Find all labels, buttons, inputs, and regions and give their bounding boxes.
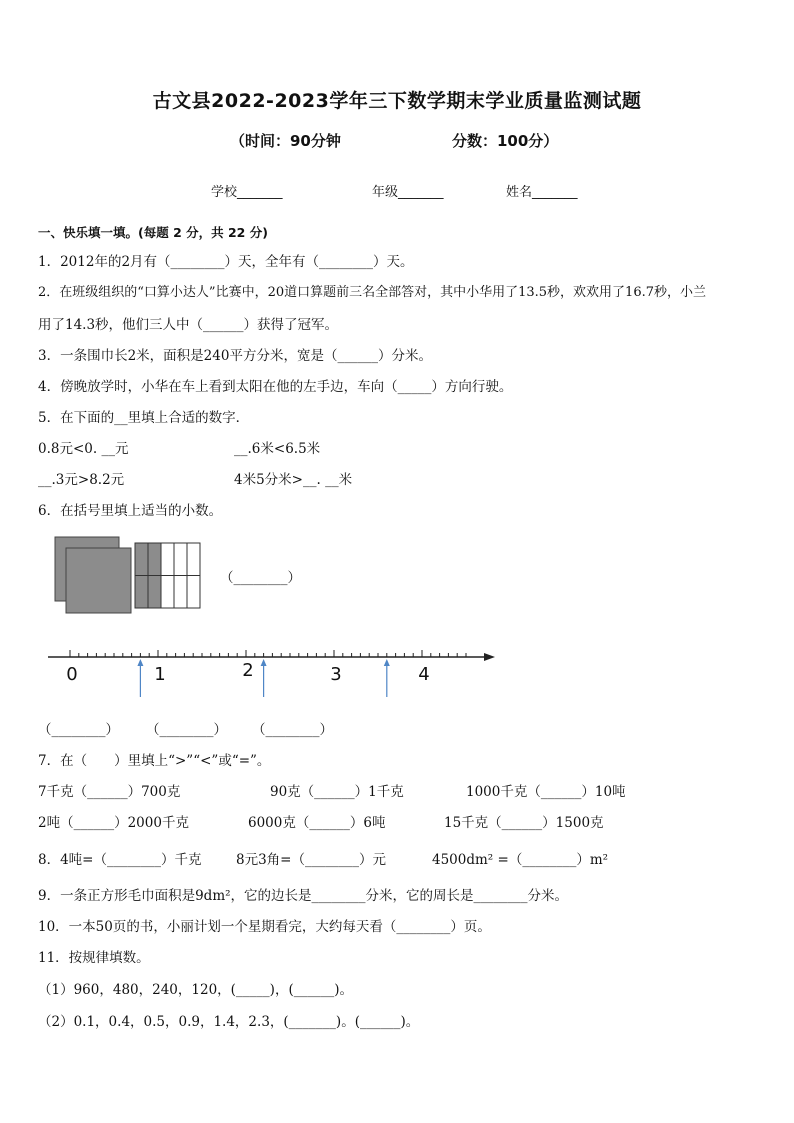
axis-arrowhead xyxy=(484,653,495,661)
page-title: 古文县2022-2023学年三下数学期末学业质量监测试题 xyxy=(152,90,642,112)
exam-time: （时间：90分钟 xyxy=(230,132,341,150)
number-line xyxy=(0,640,500,700)
question-1: 1．2012年的2月有（________）天，全年有（________）天。 xyxy=(38,254,414,270)
question-2-line1: 2．在班级组织的“口算小达人”比赛中，20道口算题前三名全部答对，其中小华用了13.5秒，欢欢用了16.7秒，小兰 xyxy=(38,285,706,300)
partial-grid xyxy=(135,543,200,608)
exam-score: 分数：100分） xyxy=(452,132,559,150)
numberline-answer-1: （________） xyxy=(38,722,119,738)
q7-item-4: 2吨（______）2000千克 xyxy=(38,815,189,831)
pointer-arrowhead xyxy=(137,659,143,666)
tick-label: 1 xyxy=(154,664,166,685)
school-field: 学校_______ xyxy=(211,185,283,200)
q7-item-2: 90克（______）1千克 xyxy=(270,784,404,800)
pointer-arrowhead xyxy=(261,659,267,666)
q8-item-2: 8元3角=（________）元 xyxy=(236,852,386,868)
question-2-line2: 用了14.3秒，他们三人中（______）获得了冠军。 xyxy=(38,317,339,333)
numberline-answer-3: （________） xyxy=(252,722,333,738)
question-10: 10．一本50页的书，小丽计划一个星期看完，大约每天看（________）页。 xyxy=(38,919,491,935)
question-4: 4．傍晚放学时，小华在车上看到太阳在他的左手边，车向（_____）方向行驶。 xyxy=(38,379,513,395)
question-7: 7．在（ ）里填上“>”“<”或“=”。 xyxy=(38,753,271,769)
question-11: 11．按规律填数。 xyxy=(38,950,150,966)
q6-figure-answer: （________） xyxy=(220,570,301,586)
tick-label: 0 xyxy=(66,664,78,685)
question-6: 6．在括号里填上适当的小数。 xyxy=(38,503,223,519)
q8-item-1: 8．4吨=（________）千克 xyxy=(38,852,202,868)
question-3: 3．一条围巾长2米，面积是240平方分米，宽是（______）分米。 xyxy=(38,348,432,364)
section-heading: 一、快乐填一填。(每题 2 分，共 22 分) xyxy=(38,225,268,240)
decimal-squares-figure xyxy=(54,536,204,616)
q7-item-3: 1000千克（______）10吨 xyxy=(466,784,626,800)
question-5-a: 0.8元<0. __元 xyxy=(38,441,129,457)
q7-item-5: 6000克（______）6吨 xyxy=(248,815,386,831)
tick-label: 2 xyxy=(242,660,254,681)
question-5-d: 4米5分米>__. __米 xyxy=(234,472,353,488)
q8-item-3: 4500dm² =（________）m² xyxy=(432,852,609,868)
q7-item-1: 7千克（______）700克 xyxy=(38,784,181,800)
tick-label: 4 xyxy=(418,664,430,685)
tick-label: 3 xyxy=(330,664,342,685)
question-11-part-1: （1）960，480，240，120，(_____)，(______)。 xyxy=(38,982,353,998)
question-5-c: __.3元>8.2元 xyxy=(38,472,125,488)
grade-field: 年级_______ xyxy=(372,185,444,200)
numberline-answer-2: （________） xyxy=(146,722,227,738)
question-5: 5．在下面的__里填上合适的数字． xyxy=(38,410,250,426)
question-5-b: __.6米<6.5米 xyxy=(234,441,321,457)
question-11-part-2: （2）0.1，0.4，0.5，0.9，1.4，2.3，(_______)。(______)。 xyxy=(38,1014,420,1030)
question-9: 9．一条正方形毛巾面积是9dm²，它的边长是________分米，它的周长是________分米。 xyxy=(38,888,569,904)
q7-item-6: 15千克（______）1500克 xyxy=(444,815,604,831)
pointer-arrowhead xyxy=(384,659,390,666)
name-field: 姓名_______ xyxy=(506,185,578,200)
